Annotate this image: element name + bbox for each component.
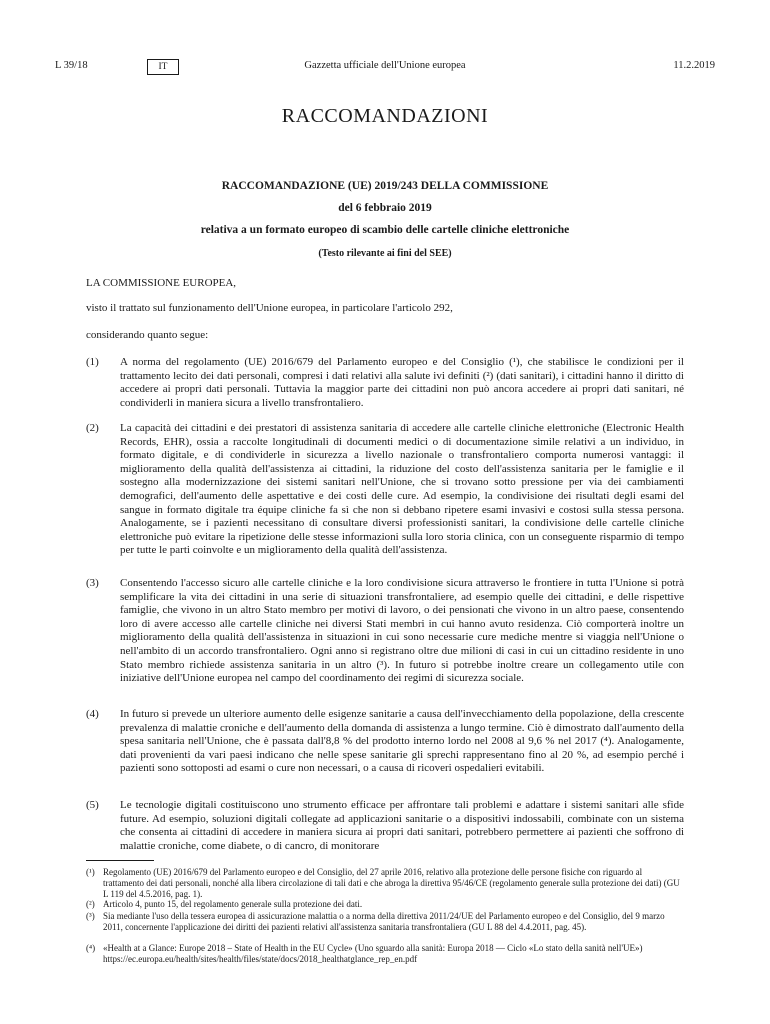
footnote-4 [86,943,684,965]
footnote-number: (²) [86,899,95,909]
eea-relevance: (Testo rilevante ai fini del SEE) [318,248,452,259]
act-title: RACCOMANDAZIONE (UE) 2019/243 DELLA COMMISSIONE [221,180,549,192]
footnote-divider [86,860,154,861]
recital-number: (5) [86,799,99,811]
recital-number: (4) [86,708,99,720]
page-header [55,60,715,76]
recital-text: Le tecnologie digitali costituiscono uno strumento efficace per affrontare tali problemi e adattare i sistemi sanitari alle sfide future. Ad esempio, soluzioni digitali collegate ad applicazioni sanitarie o a dispositivi indossabili, combinate con un sistema che consenta ai cittadini di accedere in maniera sicura ai propri dati sanitari, potrebbero permettere ai pazienti che soffrono di malattie croniche, come diabete, o di cancro, di monitorare [120,799,684,852]
act-title-block [80,175,690,265]
footnote-text: Articolo 4, punto 15, del regolamento generale sulla protezione dei dati. [103,899,363,909]
footnote-text: «Health at a Glance: Europe 2018 – State of Health in the EU Cycle» (Uno sguardo alla sanità: Europa 2018 — Ciclo «Lo stato della sanità nell'UE») https://ec.europa.eu/health/sites/health/files/state/docs/2018_healthatglance_rep_en.pdf [103,943,643,964]
footnote-number: (⁴) [86,943,96,953]
recital-number: (3) [86,577,99,589]
recital-text: La capacità dei cittadini e dei prestatori di assistenza sanitaria di accedere alle cartelle cliniche elettroniche (Electronic Health Records, EHR), ossia a raccolte longitudinali di documenti medici o di documentazione simile relativi a un individuo, in formato digitale, e di condividerle in sicurezza a livello nazionale o transfrontaliero comporta numerosi vantaggi: il miglioramento della qualità dell'assistenza ai cittadini, la riduzione del costo dell'assistenza sanitaria per le famiglie e il sostegno alla modernizzazione dei sistemi sanitari nell'Unione, che si trovano sotto pressione per via dei cambiamenti demografici, dell'aumento delle aspettative e dei costi delle cure. Ad esempio, la condivisione dei risultati degli esami del sangue in formato digitale tra équipe cliniche fa sì che non si debbano ripetere esami invasivi e costosi sulla stessa persona. Analogamente, se i pazienti necessitano di consultare diversi professionisti sanitari, la condivisione delle cartelle cliniche elettroniche può evitare la ripetizione delle stesse informazioni sulla loro storia clinica, con un conseguente risparmio di tempo per tutte le parti coinvolte e un miglioramento della qualità dell'assistenza. [120,422,684,557]
act-date: del 6 febbraio 2019 [338,202,432,214]
recital-2 [86,422,684,558]
act-subject: relativa a un formato europeo di scambio delle cartelle cliniche elettroniche [200,224,570,236]
recital-3 [86,577,684,686]
publication-date: 11.2.2019 [673,60,715,71]
footnote-text: Sia mediante l'uso della tessera europea di assicurazione malattia o a norma della direttiva 2011/24/UE del Parlamento europeo e del Consiglio, del 9 marzo 2011, concernente l'applicazione dei diritti dei pazienti relativi all'assistenza sanitaria transfrontaliera (GU L 88 del 4.4.2011, pag. 45). [103,911,665,932]
recital-4 [86,708,684,776]
recital-5 [86,799,684,853]
section-title: RACCOMANDAZIONI [281,105,489,127]
recital-text: Consentendo l'accesso sicuro alle cartelle cliniche e la loro condivisione sicura attraverso le frontiere in tutta l'Unione si potrà semplificare la vita dei cittadini in una serie di situazioni transfrontaliere, ad esempio quelle dei cittadini, e delle rispettive famiglie, che vivono in un altro Stato membro per motivi di lavoro, o dei pensionati che vivono in un altro paese, consentendo loro di avere accesso alle cartelle cliniche nei diversi Stati membri in cui hanno avuto residenza. Ciò comporterà inoltre un miglioramento della qualità dell'assistenza in situazioni in cui sono necessarie cure mediche mentre si viaggia nell'Unione o nell'ambito di un accordo transfrontaliero. Ogni anno si registrano oltre due milioni di casi in cui un cittadino residente in uno Stato membro richiede assistenza sanitaria in un altro (³). In futuro si potrebbe inoltre creare un collegamento utile con iniziative dell'Unione europea nel campo del coordinamento dei regimi di sicurezza sociale. [120,577,684,685]
recital-text: A norma del regolamento (UE) 2016/679 del Parlamento europeo e del Consiglio (¹), che stabilisce le condizioni per il trattamento lecito dei dati personali, compresi i dati relativi alla salute ivi definiti (²) (dati sanitari), i cittadini hanno il diritto di accedere ai propri dati personali. Tuttavia la maggior parte dei cittadini non può ancora accedere ai propri dati sanitari, né condividerli in maniera sicura a livello transfrontaliero. [120,356,684,409]
language-badge: IT [147,59,179,75]
page-reference: L 39/18 [55,60,88,71]
recital-number: (1) [86,356,99,368]
institution-line: LA COMMISSIONE EUROPEA, [86,277,237,289]
journal-title: Gazzetta ufficiale dell'Unione europea [304,60,466,71]
footnote-text: Regolamento (UE) 2016/679 del Parlamento europeo e del Consiglio, del 27 aprile 2016, relativo alla protezione delle persone fisiche con riguardo al trattamento dei dati personali, nonché alla libera circolazione di tali dati e che abroga la direttiva 95/46/CE (regolamento generale sulla protezione dei dati) (GU L 119 del 4.5.2016, pag. 1). [103,867,680,899]
recital-1 [86,356,684,410]
legal-basis-line: visto il trattato sul funzionamento dell'Unione europea, in particolare l'articolo 292, [86,302,453,314]
considering-line: considerando quanto segue: [86,329,209,341]
footnote-2 [86,899,684,910]
footnote-1 [86,867,684,900]
footnote-number: (³) [86,911,95,921]
footnote-number: (¹) [86,867,95,877]
footnote-3 [86,911,684,933]
recital-text: In futuro si prevede un ulteriore aumento delle esigenze sanitarie a causa dell'invecchiamento della popolazione, della crescente prevalenza di malattie croniche e dell'aumento della domanda di assistenza a lungo termine. Ciò è dimostrato dall'aumento della spesa sanitaria nell'Unione, che è passata dall'8,8 % del prodotto interno lordo nel 2008 al 9,6 % nel 2017 (⁴). Analogamente, dati provenienti da vari paesi indicano che nelle spese sanitarie gli sprechi rappresentano fino al 20 %, ad esempio perché i pazienti sono sottoposti ad esami o cure non necessari, o a causa di ricoveri ospedalieri evitabili. [120,708,684,775]
recital-number: (2) [86,422,99,434]
